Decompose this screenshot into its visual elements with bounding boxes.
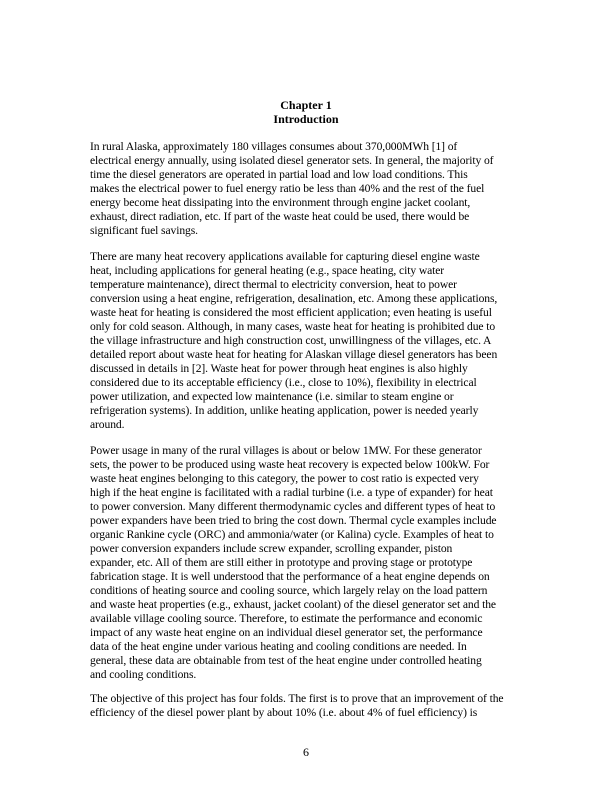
text-line: Power usage in many of the rural villages is about or below 1MW. For these generator <box>90 444 482 457</box>
text-line: heat, including applications for general heating (e.g., space heating, city water <box>90 264 445 277</box>
text-line: significant fuel savings. <box>90 224 198 237</box>
text-line: impact of any waste heat engine on an individual diesel generator set, the performance <box>90 626 483 639</box>
text-line: temperature maintenance), direct thermal to electricity conversion, heat to power <box>90 278 457 291</box>
text-line: discussed in details in [2]. Waste heat for power through heat engines is also highly <box>90 362 468 375</box>
text-line: makes the electrical power to fuel energy ratio be less than 40% and the rest of the fuel <box>90 182 485 195</box>
text-line: waste heat for heating is considered the most efficient application; even heating is useful <box>90 306 492 319</box>
chapter-title: Introduction <box>273 112 339 126</box>
text-line: efficiency of the diesel power plant by about 10% (i.e. about 4% of fuel efficiency) is <box>90 706 478 719</box>
text-line: high if the heat engine is facilitated with a radial turbine (i.e. a type of expander) for heat <box>90 486 493 499</box>
text-line: and cooling conditions. <box>90 668 197 681</box>
text-line: electrical energy annually, using isolated diesel generator sets. In general, the majority of <box>90 154 494 167</box>
text-line: conversion using a heat engine, refrigeration, desalination, etc. Among these applications, <box>90 292 498 305</box>
text-line: around. <box>90 418 125 431</box>
text-line: only for cold season. Although, in many cases, waste heat for heating is prohibited due to <box>90 320 496 333</box>
text-line: general, these data are obtainable from test of the heat engine under controlled heating <box>90 654 482 667</box>
text-line: detailed report about waste heat for heating for Alaskan village diesel generators has been <box>90 348 498 361</box>
text-line: conditions of heating source and cooling source, which largely relay on the load pattern <box>90 584 488 597</box>
paragraph-4 <box>90 692 526 720</box>
text-line: organic Rankine cycle (ORC) and ammonia/water (or Kalina) cycle. Examples of heat to <box>90 528 494 541</box>
text-line: In rural Alaska, approximately 180 villages consumes about 370,000MWh [1] of <box>90 140 458 153</box>
text-line: waste heat engines belonging to this category, the power to cost ratio is expected very <box>90 472 479 485</box>
text-line: The objective of this project has four folds. The first is to prove that an improvement of the <box>90 692 504 705</box>
chapter-number: Chapter 1 <box>280 98 332 112</box>
text-line: considered due to its acceptable efficiency (i.e., close to 10%), flexibility in electrical <box>90 376 477 389</box>
text-line: expander, etc. All of them are still either in prototype and proving stage or prototype <box>90 556 473 569</box>
text-line: to power conversion. Many different thermodynamic cycles and different types of heat to <box>90 500 496 513</box>
text-line: power utilization, and expected low maintenance (i.e. similar to steam engine or <box>90 390 454 403</box>
page-number: 6 <box>303 745 309 759</box>
paragraph-1 <box>90 140 526 238</box>
text-line: the village infrastructure and high construction cost, unwillingness of the villages, etc. A <box>90 334 492 347</box>
paragraph-3 <box>90 444 526 682</box>
text-line: power conversion expanders include screw expander, scrolling expander, piston <box>90 542 453 555</box>
text-line: and waste heat properties (e.g., exhaust, jacket coolant) of the diesel generator set and the <box>90 598 496 611</box>
text-line: power expanders have been tried to bring the cost down. Thermal cycle examples include <box>90 514 497 527</box>
paragraph-2 <box>90 250 526 432</box>
text-line: time the diesel generators are operated in partial load and low load conditions. This <box>90 168 468 181</box>
text-line: fabrication stage. It is well understood that the performance of a heat engine depends on <box>90 570 490 583</box>
text-line: There are many heat recovery applications available for capturing diesel engine waste <box>90 250 480 263</box>
text-line: data of the heat engine under various heating and cooling conditions are needed. In <box>90 640 467 653</box>
text-line: available village cooling source. Therefore, to estimate the performance and economic <box>90 612 483 625</box>
text-line: exhaust, direct radiation, etc. If part of the waste heat could be used, there would be <box>90 210 470 223</box>
text-line: refrigeration systems). In addition, unlike heating application, power is needed yearly <box>90 404 479 417</box>
text-line: energy become heat dissipating into the environment through engine jacket coolant, <box>90 196 471 209</box>
text-line: sets, the power to be produced using waste heat recovery is expected below 100kW. For <box>90 458 490 471</box>
